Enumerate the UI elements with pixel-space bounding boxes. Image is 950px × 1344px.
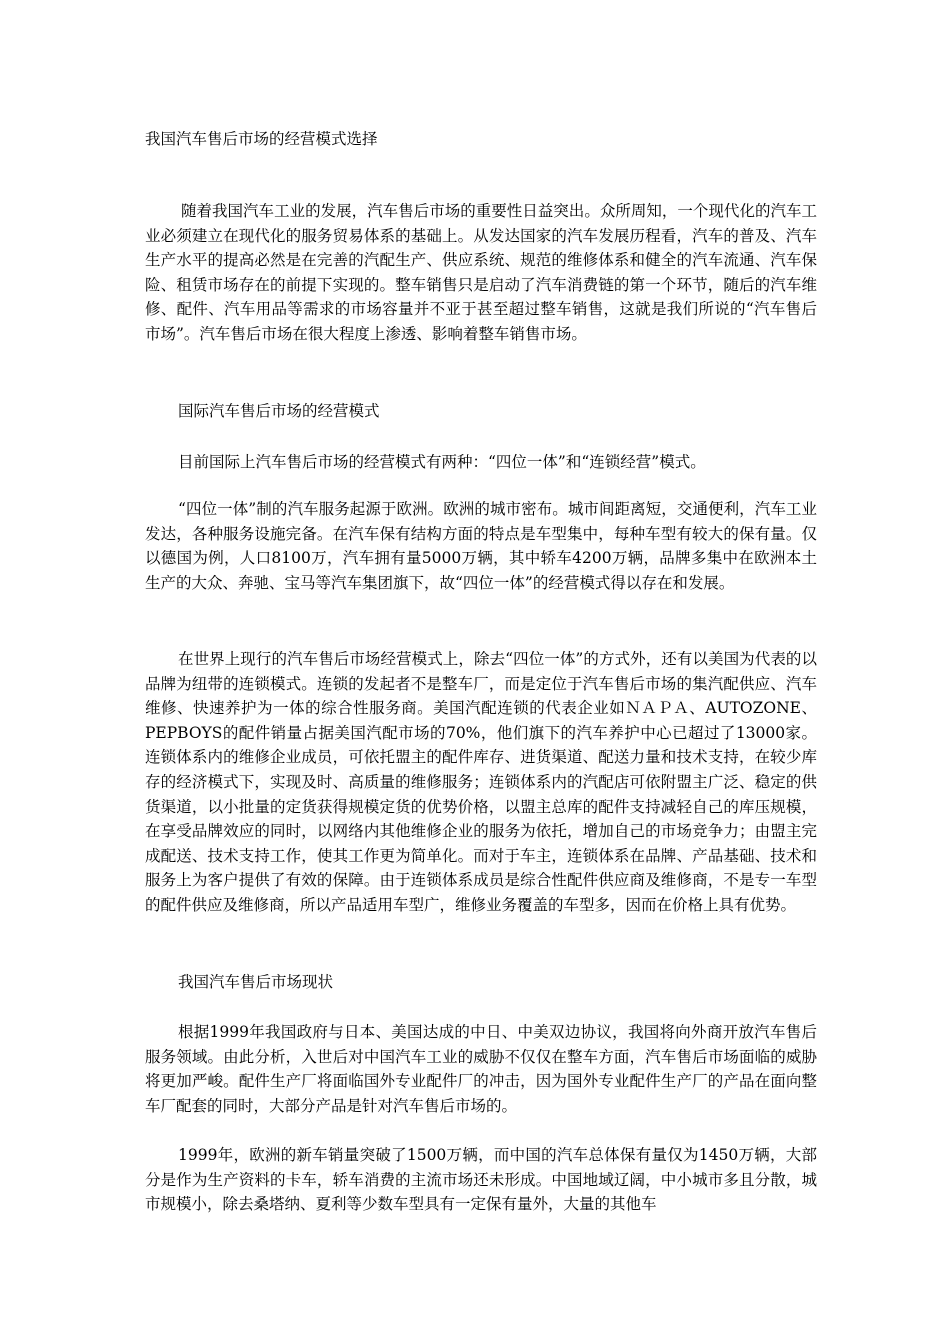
paragraph-chain-mode: 在世界上现行的汽车售后市场经营模式上，除去“四位一体”的方式外，还有以美国为代表的以品牌为纽带的连锁模式。连锁的发起者不是整车厂，而是定位于汽车售后市场的集汽配供应、汽车维修、快速养护为一体的综合性服务商。美国汽配连锁的代表企业如ＮＡＰＡ、AUTOZONE、PEPBOYS的配件销量占据美国汽配市场的70%，他们旗下的汽车养护中心已超过了13000家。连锁体系内的维修企业成员，可依托盟主的配件库存、进货渠道、配送力量和技术支持，在较少库存的经济模式下，实现及时、高质量的维修服务；连锁体系内的汽配店可依附盟主广泛、稳定的供货渠道，以小批量的定货获得规模定货的优势价格，以盟主总库的配件支持减轻自己的库压规模，在享受品牌效应的同时，以网络内其他维修企业的服务为依托，增加自己的市场竞争力；由盟主完成配送、技术支持工作，使其工作更为简单化。而对于车主，连锁体系在品牌、产品基础、技术和服务上为客户提供了有效的保障。由于连锁体系成员是综合性配件供应商及维修商，不是专一车型的配件供应及维修商，所以产品适用车型广，维修业务覆盖的车型多，因而在价格上具有优势。 — [145, 650, 817, 914]
paragraph-intro: 随着我国汽车工业的发展，汽车售后市场的重要性日益突出。众所周知，一个现代化的汽车工业必须建立在现代化的服务贸易体系的基础上。从发达国家的汽车发展历程看，汽车的普及、汽车生产水平的提高必然是在完善的汽配生产、供应系统、规范的维修体系和健全的汽车流通、汽车保险、租赁市场存在的前提下实现的。整车销售只是启动了汽车消费链的第一个环节，随后的汽车维修、配件、汽车用品等需求的市场容量并不亚于甚至超过整车销售，这就是我们所说的“汽车售后市场”。汽车售后市场在很大程度上渗透、影响着整车销售市场。 — [145, 202, 817, 343]
paragraph-four-in-one: “四位一体”制的汽车服务起源于欧洲。欧洲的城市密布。城市间距离短，交通便利，汽车工业发达，各种服务设施完备。在汽车保有结构方面的特点是车型集中，每种车型有较大的保有量。仅以德国为例，人口8100万，汽车拥有量5000万辆，其中轿车4200万辆，品牌多集中在欧洲本土生产的大众、奔驰、宝马等汽车集团旗下，故“四位一体”的经营模式得以存在和发展。 — [145, 500, 817, 592]
document-title: 我国汽车售后市场的经营模式选择 — [145, 130, 378, 148]
paragraph-1999-sales: 1999年，欧洲的新车销量突破了1500万辆，而中国的汽车总体保有量仅为1450万辆，大部分是作为生产资料的卡车，轿车消费的主流市场还未形成。中国地域辽阔，中小城市多且分散，城市规模小，除去桑塔纳、夏利等少数车型具有一定保有量外，大量的其他车 — [145, 1146, 817, 1214]
paragraph-two-modes: 目前国际上汽车售后市场的经营模式有两种：“四位一体”和“连锁经营”模式。 — [178, 453, 706, 471]
paragraph-wto-agreement: 根据1999年我国政府与日本、美国达成的中日、中美双边协议，我国将向外商开放汽车售后服务领域。由此分析，入世后对中国汽车工业的威胁不仅仅在整车方面，汽车售后市场面临的威胁将更加严峻。配件生产厂将面临国外专业配件厂的冲击，因为国外专业配件生产厂的产品在面向整车厂配套的同时，大部分产品是针对汽车售后市场的。 — [145, 1023, 817, 1115]
section-heading-international: 国际汽车售后市场的经营模式 — [178, 402, 380, 420]
section-heading-china-status: 我国汽车售后市场现状 — [178, 973, 334, 991]
